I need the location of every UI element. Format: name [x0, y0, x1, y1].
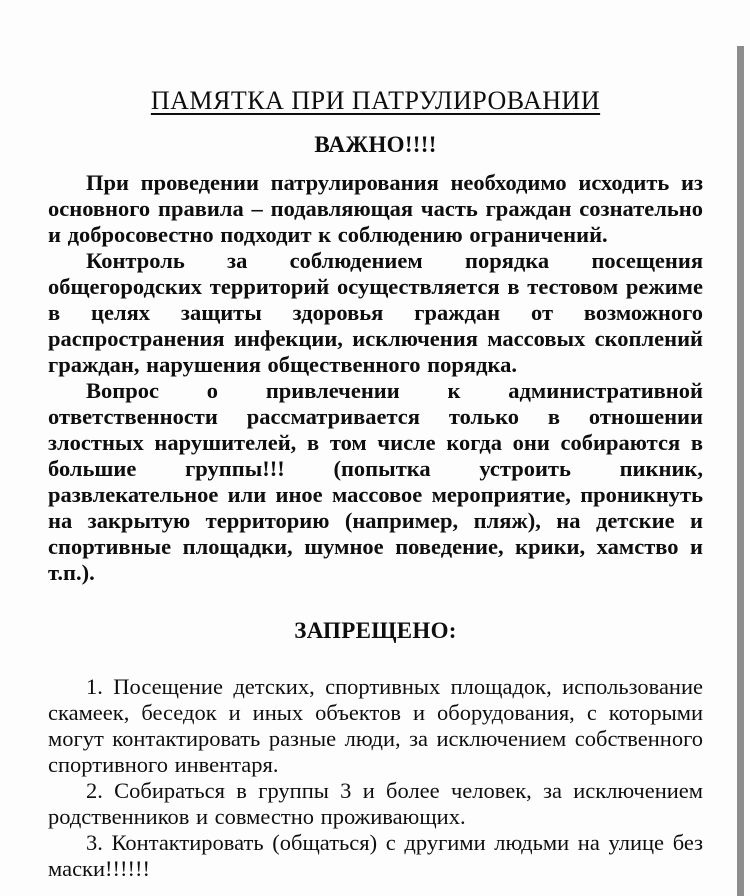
prohibited-item-2: 2. Собираться в группы 3 и более человек, за исключением родственников и совместно проживающих. — [48, 778, 703, 829]
prohibited-heading: ЗАПРЕЩЕНО: — [294, 618, 457, 643]
paragraph-admin-liability: Вопрос о привлечении к административной ответственности рассматривается только в отношении злостных нарушителей, в том числе когда они собираются в большие группы!!! (попытка устроить пикник, развлекательное или иное массовое мероприятие, проникнуть на закрытую территорию (например, пляж), на детские и спортивные площадки, шумное поведение, крики, хамство и т.п.). — [48, 378, 703, 585]
prohibited-item-1: 1. Посещение детских, спортивных площадок, использование скамеек, беседок и иных объектов и оборудования, с которыми могут контактировать разные люди, за исключением собственного спортивного инвентаря. — [48, 674, 703, 777]
paragraph-main-rule: При проведении патрулирования необходимо исходить из основного правила – подавляющая часть граждан сознательно и добросовестно подходит к соблюдению ограничений. — [48, 170, 703, 247]
important-heading: ВАЖНО!!!! — [314, 132, 437, 157]
prohibited-item-3: 3. Контактировать (общаться) с другими людьми на улице без маски!!!!!! — [48, 830, 703, 881]
scrollbar-thumb[interactable] — [737, 46, 744, 896]
page-title: ПАМЯТКА ПРИ ПАТРУЛИРОВАНИИ — [150, 86, 601, 115]
paragraph-control-regime: Контроль за соблюдением порядка посещения общегородских территорий осуществляется в тестовом режиме в целях защиты здоровья граждан от возможного распространения инфекции, исключения массовых скоплений граждан, нарушения общественного порядка. — [48, 248, 703, 377]
